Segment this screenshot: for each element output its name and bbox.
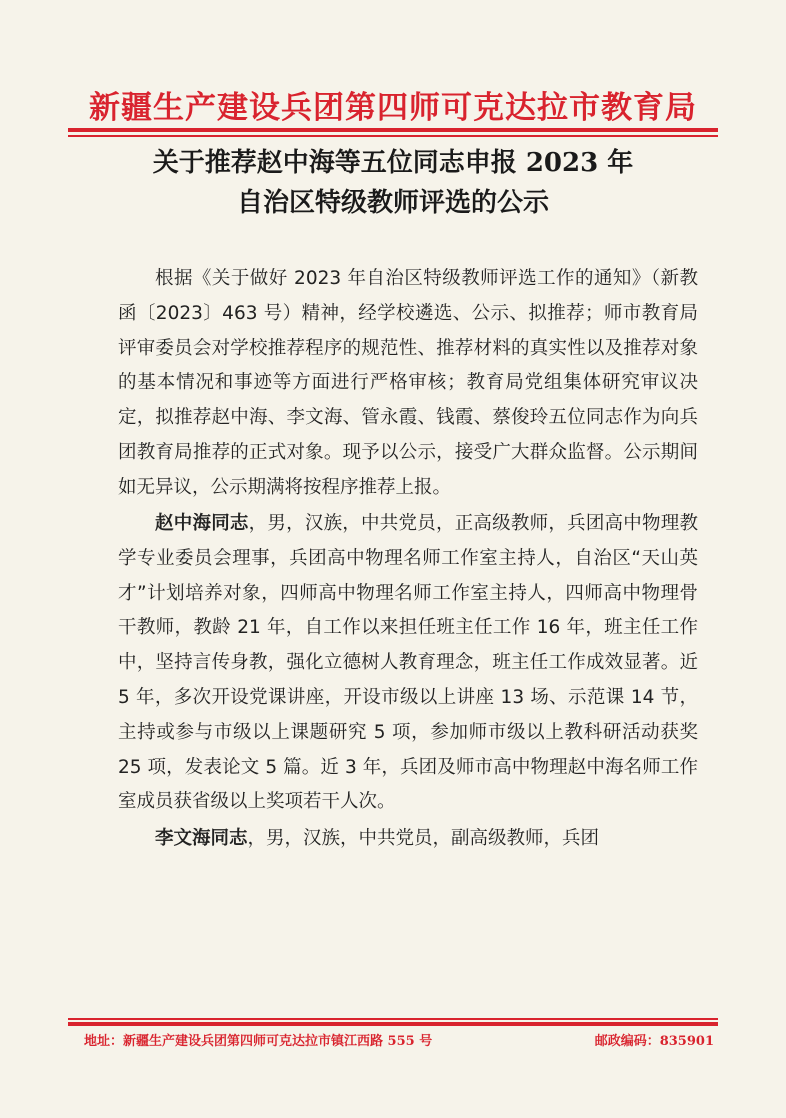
footer-red-rule-thick	[68, 1022, 718, 1026]
footer	[84, 1030, 714, 1049]
paragraph-li-text: ，男，汉族，中共党员，副高级教师，兵团	[247, 827, 600, 849]
footer-address: 地址：新疆生产建设兵团第四师可克达拉市镇江西路 555 号	[84, 1034, 433, 1049]
person-name-li: 李文海同志	[155, 827, 248, 849]
footer-red-rule-thin	[68, 1018, 718, 1020]
document-title	[0, 143, 786, 223]
header-red-rule-thin	[68, 135, 718, 137]
document-body	[118, 262, 698, 858]
document-title-line1: 关于推荐赵中海等五位同志申报 2023 年	[152, 148, 634, 178]
paragraph-zhao-text: ，男，汉族，中共党员，正高级教师，兵团高中物理教学专业委员会理事，兵团高中物理名师工作室主持人，自治区“天山英才”计划培养对象，四师高中物理名师工作室主持人，四师高中物理骨干教师，教龄 21 年，自工作以来担任班主任工作 16 年，班主任工作中，坚持言传身教，强化立德树人教育理念，班主任工作成效显著。近 5 年，多次开设党课讲座，开设市级以上讲座 13 场、示范课 14 节，主持或参与市级以上课题研究 5 项，参加师市级以上教科研活动获奖 25 项，发表论文 5 篇。近 3 年，兵团及师市高中物理赵中海名师工作室成员获省级以上奖项若干人次。	[118, 513, 698, 813]
person-name-zhao: 赵中海同志	[155, 513, 249, 535]
paragraph-intro: 根据《关于做好 2023 年自治区特级教师评选工作的通知》（新教函〔2023〕463 号）精神，经学校遴选、公示、拟推荐；师市教育局评审委员会对学校推荐程序的规范性、推荐材料的真实性以及推荐对象的基本情况和事迹等方面进行严格审核；教育局党组集体研究审议决定，拟推荐赵中海、李文海、管永霞、钱霞、蔡俊玲五位同志作为向兵团教育局推荐的正式对象。现予以公示，接受广大群众监督。公示期间如无异议，公示期满将按程序推荐上报。	[118, 268, 698, 498]
header-org-name: 新疆生产建设兵团第四师可克达拉市教育局	[89, 90, 697, 126]
header-red-rule-thick	[68, 128, 718, 132]
document-title-line2: 自治区特级教师评选的公示	[236, 188, 549, 218]
paragraph-li	[118, 822, 698, 857]
paragraph-zhao	[118, 507, 698, 820]
footer-postcode: 邮政编码：835901	[594, 1034, 714, 1049]
